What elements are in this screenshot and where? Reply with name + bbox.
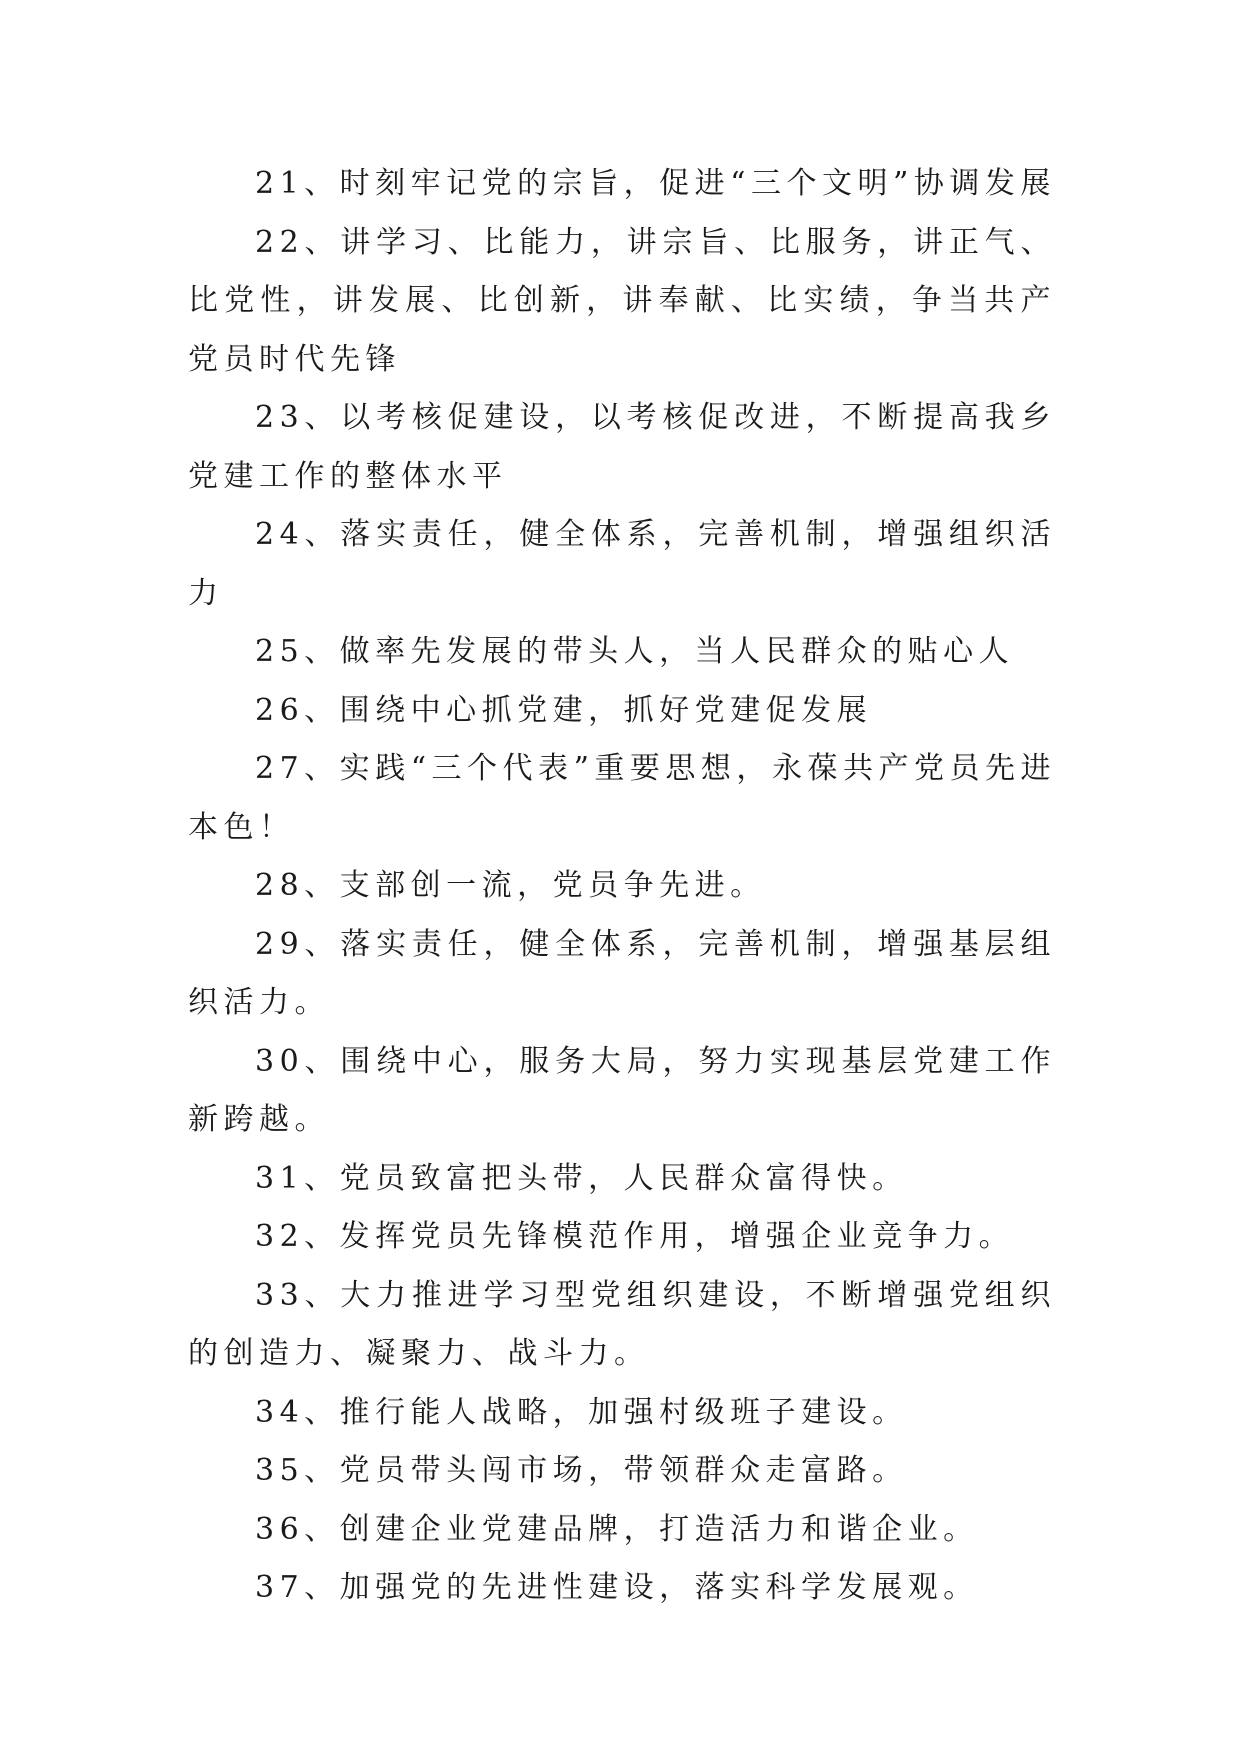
- paragraph-32: 32、发挥党员先锋模范作用，增强企业竞争力。: [255, 1219, 1015, 1254]
- paragraph-25: 25、做率先发展的带头人，当人民群众的贴心人: [255, 634, 1015, 669]
- paragraph-36: 36、创建企业党建品牌，打造活力和谐企业。: [255, 1511, 979, 1547]
- paragraph-30: 30、围绕中心，服务大局，努力实现基层党建工作新跨越。: [188, 1043, 1056, 1137]
- paragraph-37: 37、加强党的先进性建设，落实科学发展观。: [255, 1570, 979, 1605]
- paragraph-27: 27、实践“三个代表”重要思想，永葆共产党员先进本色！: [188, 751, 1056, 845]
- paragraph-35: 35、党员带头闯市场，带领群众走富路。: [255, 1453, 908, 1488]
- paragraph-28: 28、支部创一流，党员争先进。: [255, 868, 766, 903]
- paragraph-31: 31、党员致富把头带，人民群众富得快。: [255, 1160, 908, 1196]
- paragraph-24: 24、落实责任，健全体系，完善机制，增强组织活力: [188, 517, 1056, 611]
- paragraph-29: 29、落实责任，健全体系，完善机制，增强基层组织活力。: [188, 926, 1056, 1020]
- paragraph-34: 34、推行能人战略，加强村级班子建设。: [255, 1394, 908, 1430]
- paragraph-26: 26、围绕中心抓党建，抓好党建促发展: [255, 692, 873, 728]
- paragraph-33: 33、大力推进学习型党组织建设，不断增强党组织的创造力、凝聚力、战斗力。: [188, 1277, 1056, 1371]
- paragraph-23: 23、以考核促建设，以考核促改进，不断提高我乡党建工作的整体水平: [188, 400, 1056, 494]
- paragraph-22: 22、讲学习、比能力，讲宗旨、比服务，讲正气、比党性，讲发展、比创新，讲奉献、比实绩，争当共产党员时代先锋: [188, 224, 1056, 377]
- document-body: [188, 155, 1056, 1618]
- paragraph-21: 21、时刻牢记党的宗旨，促进“三个文明”协调发展: [255, 166, 1056, 201]
